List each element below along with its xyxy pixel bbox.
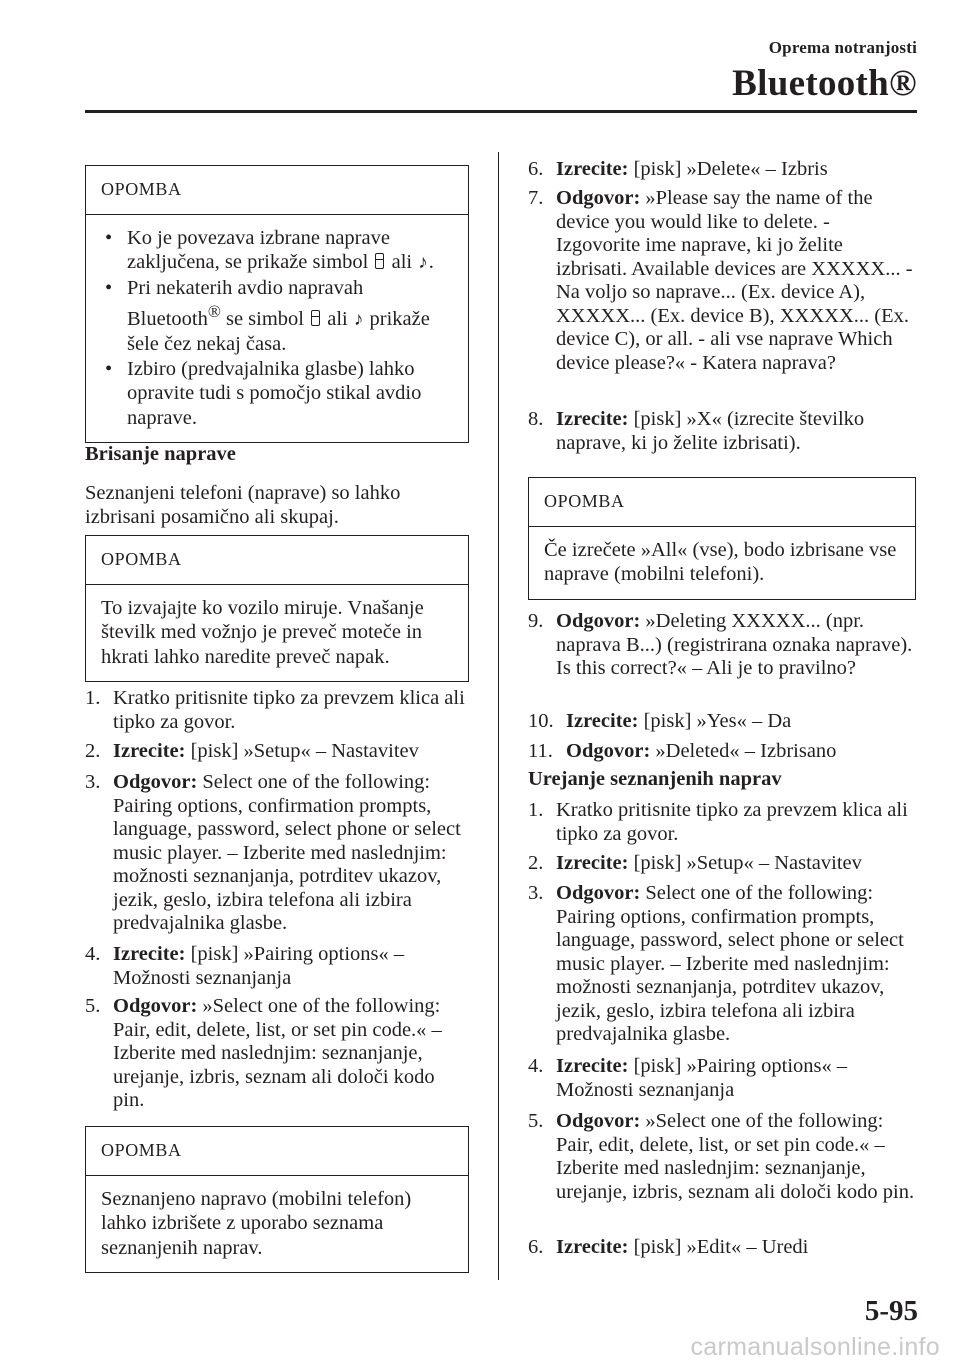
- step-text: [pisk] »Delete« – Izbris: [633, 158, 828, 180]
- step: [528, 1236, 916, 1260]
- step-text: [pisk] »Setup« – Nastavitev: [190, 740, 419, 762]
- step-number: 2.: [85, 740, 101, 762]
- note-bullet: [101, 226, 452, 276]
- note-text: Ko je povezava izbrane naprave zaključena, se prikaže simbol: [127, 226, 390, 273]
- note-heading: OPOMBA: [529, 478, 915, 527]
- step: [528, 1110, 916, 1204]
- intro-paragraph: Seznanjeni telefoni (naprave) so lahko izbrisani posamično ali skupaj.: [85, 482, 401, 528]
- step-text: »Please say the name of the device you would like to delete. - Izgovorite ime naprave, ki jo želite izbrisati. Available devices are XXXXX... - Na voljo so naprave... (Ex. device A), XXXXX... (Ex. device B), XXXXX... (Ex. device C), or all. - ali vse naprave Which device please?« - Katera naprava?: [556, 187, 913, 374]
- note-text: Pri nekaterih avdio napravah Bluetooth: [127, 276, 364, 330]
- step-label: Izrecite:: [556, 852, 629, 874]
- step: [85, 687, 469, 734]
- step-text: [pisk] »Pairing options« – Možnosti seznanjanja: [556, 1055, 848, 1101]
- step-label: Odgovor:: [113, 995, 198, 1017]
- step: [528, 187, 916, 375]
- step-number: 1.: [528, 799, 544, 821]
- note-box: [85, 535, 469, 682]
- note-body: [86, 215, 468, 443]
- note-box: [528, 477, 916, 600]
- subheading-edit: Urejanje seznanjenih naprav: [528, 768, 782, 790]
- step-number: 11.: [528, 740, 553, 762]
- note-body: To izvajajte ko vozilo miruje. Vnašanje številk med vožnjo je preveč moteče in hkrati lahko naredite preveč napak.: [101, 596, 424, 668]
- step: [528, 882, 916, 1047]
- step: [85, 771, 469, 936]
- step: [85, 943, 469, 990]
- step: [528, 158, 916, 182]
- page-number: 5-95: [864, 1295, 918, 1327]
- note-text: prikaže šele čez nekaj časa.: [127, 307, 430, 356]
- note-body: Seznanjeno napravo (mobilni telefon) lahko izbrišete z uporabo seznama seznanjenih naprav.: [101, 1187, 412, 1259]
- step-text: »Select one of the following: Pair, edit, delete, list, or set pin code.« – Izberite med naslednjim: seznanjanje, urejanje, izbris, seznam ali določi kodo pin.: [113, 995, 442, 1111]
- step-number: 8.: [528, 408, 544, 430]
- note-text: ali: [327, 307, 348, 330]
- step-label: Izrecite:: [556, 1055, 629, 1077]
- step-text: Kratko pritisnite tipko za prevzem klica ali tipko za govor.: [113, 687, 465, 733]
- note-box: [85, 1126, 469, 1273]
- registered-mark: ®: [207, 302, 221, 321]
- step-label: Odgovor:: [556, 610, 641, 632]
- step-number: 3.: [528, 882, 544, 904]
- section-label: Oprema notranjosti: [768, 38, 917, 57]
- note-box: [85, 165, 469, 443]
- step-text: [pisk] »Setup« – Nastavitev: [633, 852, 862, 874]
- step-number: 6.: [528, 158, 544, 180]
- step-label: Odgovor:: [566, 740, 651, 762]
- step-text: »Select one of the following: Pair, edit, delete, list, or set pin code.« – Izberite med naslednjim: seznanjanje, urejanje, izbris, seznam ali določi kodo pin.: [556, 1110, 915, 1203]
- step-number: 4.: [85, 943, 101, 965]
- step: [528, 710, 916, 734]
- step-number: 3.: [85, 771, 101, 793]
- step-label: Odgovor:: [556, 187, 641, 209]
- step-number: 5.: [528, 1110, 544, 1132]
- step-text: [pisk] »Pairing options« – Možnosti seznanjanja: [113, 943, 405, 989]
- music-note-icon: ♪: [418, 252, 428, 273]
- step-number: 9.: [528, 610, 544, 632]
- step-label: Odgovor:: [113, 771, 198, 793]
- step-text: Select one of the following: Pairing options, confirmation prompts, language, password, select phone or select music player. – Izberite med naslednjim: možnosti seznanjanja, potrditev ukazov, jezik, geslo, izbira telefona ali izbira predvajalnika glasbe.: [113, 771, 461, 934]
- step-label: Odgovor:: [556, 1110, 641, 1132]
- note-text: Izbiro (predvajalnika glasbe) lahko opravite tudi s pomočjo stikal avdio naprave.: [127, 357, 422, 429]
- column-divider: [498, 152, 499, 1280]
- step-label: Izrecite:: [556, 158, 629, 180]
- step: [85, 995, 469, 1113]
- step-text: [pisk] »X« (izrecite številko naprave, ki jo želite izbrisati).: [556, 408, 865, 454]
- note-bullet: [101, 276, 452, 357]
- step: [528, 408, 916, 455]
- step-text: [pisk] »Yes« – Da: [643, 710, 792, 732]
- note-body: Če izrečete »All« (vse), bodo izbrisane vse naprave (mobilni telefoni).: [544, 538, 897, 585]
- page-title: Bluetooth®: [732, 63, 917, 104]
- note-text: se simbol: [225, 307, 304, 330]
- step-text: [pisk] »Edit« – Uredi: [633, 1236, 809, 1258]
- step-number: 2.: [528, 852, 544, 874]
- phone-device-icon: [375, 253, 384, 269]
- step-number: 4.: [528, 1055, 544, 1077]
- note-heading: OPOMBA: [86, 166, 468, 215]
- step: [528, 740, 916, 764]
- note-heading: OPOMBA: [86, 1127, 468, 1176]
- step-label: Izrecite:: [113, 943, 186, 965]
- watermark: carmanualsonline.info: [690, 1333, 940, 1361]
- step-number: 6.: [528, 1236, 544, 1258]
- note-text: .: [428, 251, 434, 273]
- step: [85, 740, 469, 764]
- step-label: Odgovor:: [556, 882, 641, 904]
- phone-device-icon: [311, 310, 320, 326]
- subheading-delete: Brisanje naprave: [85, 443, 236, 465]
- note-text: ali: [391, 251, 413, 273]
- step-number: 1.: [85, 687, 101, 709]
- step-text: Kratko pritisnite tipko za prevzem klica ali tipko za govor.: [556, 799, 908, 845]
- step-text: »Deleted« – Izbrisano: [655, 740, 837, 762]
- step-label: Izrecite:: [113, 740, 186, 762]
- step-text: »Deleting XXXXX... (npr. naprava B...) (registrirana oznaka naprave). Is this correct?« – Ali je to pravilno?: [556, 610, 913, 679]
- step-label: Izrecite:: [556, 408, 629, 430]
- step-number: 7.: [528, 187, 544, 209]
- note-bullet: [101, 357, 452, 431]
- header-rule: [85, 110, 917, 113]
- step-number: 5.: [85, 995, 101, 1017]
- note-heading: OPOMBA: [86, 536, 468, 585]
- music-note-icon: ♪: [353, 308, 364, 330]
- step: [528, 610, 916, 681]
- step-label: Izrecite:: [566, 710, 639, 732]
- step-text: Select one of the following: Pairing options, confirmation prompts, language, password, select phone or select music player. – Izberite med naslednjim: možnosti seznanjanja, potrditev ukazov, jezik, geslo, izbira telefona ali izbira predvajalnika glasbe.: [556, 882, 904, 1045]
- step: [528, 799, 916, 846]
- step: [528, 1055, 916, 1102]
- step-number: 10.: [528, 710, 554, 732]
- step: [528, 852, 916, 876]
- step-label: Izrecite:: [556, 1236, 629, 1258]
